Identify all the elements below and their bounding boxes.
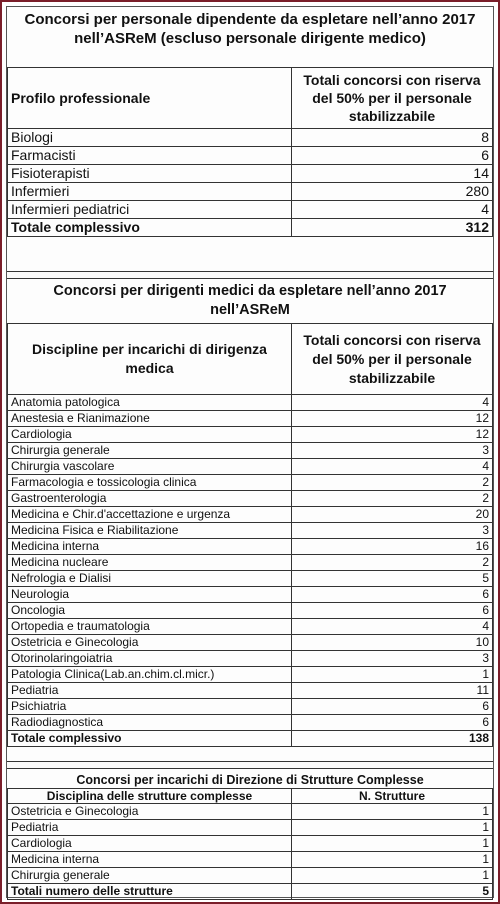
row-label: Cardiologia — [8, 836, 292, 852]
row-value: 14 — [292, 165, 493, 183]
row-label: Chirurgia generale — [8, 868, 292, 884]
row-label: Otorinolaringoiatria — [8, 651, 292, 667]
row-label: Medicina nucleare — [8, 555, 292, 571]
table-row — [8, 507, 493, 523]
row-value: 1 — [292, 667, 493, 683]
row-value: 12 — [292, 427, 493, 443]
row-value: 11 — [292, 683, 493, 699]
row-label: Ostetricia e Ginecologia — [8, 635, 292, 651]
total-label: Totale complessivo — [8, 219, 292, 237]
table-row — [8, 571, 493, 587]
row-label: Oncologia — [8, 603, 292, 619]
table-row — [8, 427, 493, 443]
table-row — [8, 699, 493, 715]
row-label: Patologia Clinica(Lab.an.chim.cl.micr.) — [8, 667, 292, 683]
table-row — [8, 651, 493, 667]
row-label: Medicina interna — [8, 539, 292, 555]
row-label: Anatomia patologica — [8, 395, 292, 411]
section2-title-line2: nell’ASReM — [210, 302, 290, 318]
row-value: 4 — [292, 395, 493, 411]
section1-title-line2: nell’ASReM (escluso personale dirigente medico) — [74, 30, 426, 47]
row-value: 1 — [292, 868, 493, 884]
section2-title — [7, 279, 493, 321]
section1-col1-header: Profilo professionale — [8, 68, 292, 129]
table-row — [8, 868, 493, 884]
row-label: Infermieri pediatrici — [8, 201, 292, 219]
row-value: 5 — [292, 571, 493, 587]
row-value: 6 — [292, 699, 493, 715]
table-row — [8, 539, 493, 555]
table-row — [8, 395, 493, 411]
row-value: 3 — [292, 651, 493, 667]
row-value: 6 — [292, 715, 493, 731]
row-label: Chirurgia generale — [8, 443, 292, 459]
row-label: Ostetricia e Ginecologia — [8, 804, 292, 820]
row-label: Nefrologia e Dialisi — [8, 571, 292, 587]
section3-title-text: Concorsi per incarichi di Direzione di Strutture Complesse — [76, 773, 424, 787]
table-row — [8, 459, 493, 475]
row-value: 10 — [292, 635, 493, 651]
section3-header-row — [8, 789, 493, 804]
section3-col1-header: Disciplina delle strutture complesse — [8, 789, 292, 804]
row-label: Psichiatria — [8, 699, 292, 715]
row-value: 1 — [292, 852, 493, 868]
row-value: 4 — [292, 201, 493, 219]
row-value: 20 — [292, 507, 493, 523]
table-row — [8, 820, 493, 836]
row-label: Neurologia — [8, 587, 292, 603]
row-label: Biologi — [8, 129, 292, 147]
section1-title — [7, 7, 493, 63]
table-row — [8, 852, 493, 868]
section3-col2-header: N. Strutture — [292, 789, 493, 804]
row-value: 2 — [292, 475, 493, 491]
row-label: Medicina e Chir.d'accettazione e urgenza — [8, 507, 292, 523]
row-value: 2 — [292, 491, 493, 507]
section-divider — [7, 271, 493, 279]
row-value: 3 — [292, 523, 493, 539]
section1-table-wrap — [7, 67, 493, 237]
table-row — [8, 836, 493, 852]
total-value: 138 — [292, 731, 493, 747]
row-label: Radiodiagnostica — [8, 715, 292, 731]
row-label: Anestesia e Rianimazione — [8, 411, 292, 427]
row-value: 8 — [292, 129, 493, 147]
table-row — [8, 683, 493, 699]
section1-header-row — [8, 68, 493, 129]
row-label: Infermieri — [8, 183, 292, 201]
section2-col1-header: Discipline per incarichi di dirigenza medica — [8, 324, 292, 395]
total-row — [8, 884, 493, 900]
table-row — [8, 165, 493, 183]
row-label: Pediatria — [8, 683, 292, 699]
section1-col2-header: Totali concorsi con riserva del 50% per il personale stabilizzabile — [292, 68, 493, 129]
table-row — [8, 619, 493, 635]
row-value: 2 — [292, 555, 493, 571]
table-row — [8, 555, 493, 571]
row-label: Medicina Fisica e Riabilitazione — [8, 523, 292, 539]
table-row — [8, 587, 493, 603]
row-value: 1 — [292, 820, 493, 836]
row-value: 3 — [292, 443, 493, 459]
row-label: Medicina interna — [8, 852, 292, 868]
row-label: Pediatria — [8, 820, 292, 836]
row-value: 6 — [292, 587, 493, 603]
section3-title — [7, 769, 493, 789]
total-value: 312 — [292, 219, 493, 237]
table-row — [8, 491, 493, 507]
section2-title-line1: Concorsi per dirigenti medici da espletare nell’anno 2017 — [53, 283, 447, 299]
section2-col2-header: Totali concorsi con riserva del 50% per il personale stabilizzabile — [292, 324, 493, 395]
section2-header-row — [8, 324, 493, 395]
row-value: 1 — [292, 804, 493, 820]
table-row — [8, 411, 493, 427]
row-value: 4 — [292, 619, 493, 635]
row-label: Farmacologia e tossicologia clinica — [8, 475, 292, 491]
section-divider — [7, 761, 493, 769]
section1-title-line1: Concorsi per personale dipendente da espletare nell’anno 2017 — [24, 11, 476, 28]
section2-table-wrap — [7, 323, 493, 747]
table-row — [8, 667, 493, 683]
total-row — [8, 219, 493, 237]
row-label: Cardiologia — [8, 427, 292, 443]
table-row — [8, 715, 493, 731]
row-value: 12 — [292, 411, 493, 427]
table-row — [8, 147, 493, 165]
section3-table — [7, 788, 493, 900]
table-row — [8, 443, 493, 459]
row-label: Ortopedia e traumatologia — [8, 619, 292, 635]
row-label: Fisioterapisti — [8, 165, 292, 183]
total-label: Totale complessivo — [8, 731, 292, 747]
table-row — [8, 201, 493, 219]
table-row — [8, 603, 493, 619]
total-value: 5 — [292, 884, 493, 900]
section2-table — [7, 323, 493, 747]
row-label: Gastroenterologia — [8, 491, 292, 507]
row-label: Farmacisti — [8, 147, 292, 165]
row-value: 16 — [292, 539, 493, 555]
table-row — [8, 523, 493, 539]
row-value: 4 — [292, 459, 493, 475]
table-row — [8, 183, 493, 201]
document-frame — [6, 6, 494, 898]
row-label: Chirurgia vascolare — [8, 459, 292, 475]
section1-table — [7, 67, 493, 237]
total-row — [8, 731, 493, 747]
row-value: 1 — [292, 836, 493, 852]
row-value: 6 — [292, 603, 493, 619]
table-row — [8, 475, 493, 491]
row-value: 6 — [292, 147, 493, 165]
table-row — [8, 635, 493, 651]
row-value: 280 — [292, 183, 493, 201]
table-row — [8, 804, 493, 820]
total-label: Totali numero delle strutture — [8, 884, 292, 900]
section3-table-wrap — [7, 788, 493, 900]
table-row — [8, 129, 493, 147]
